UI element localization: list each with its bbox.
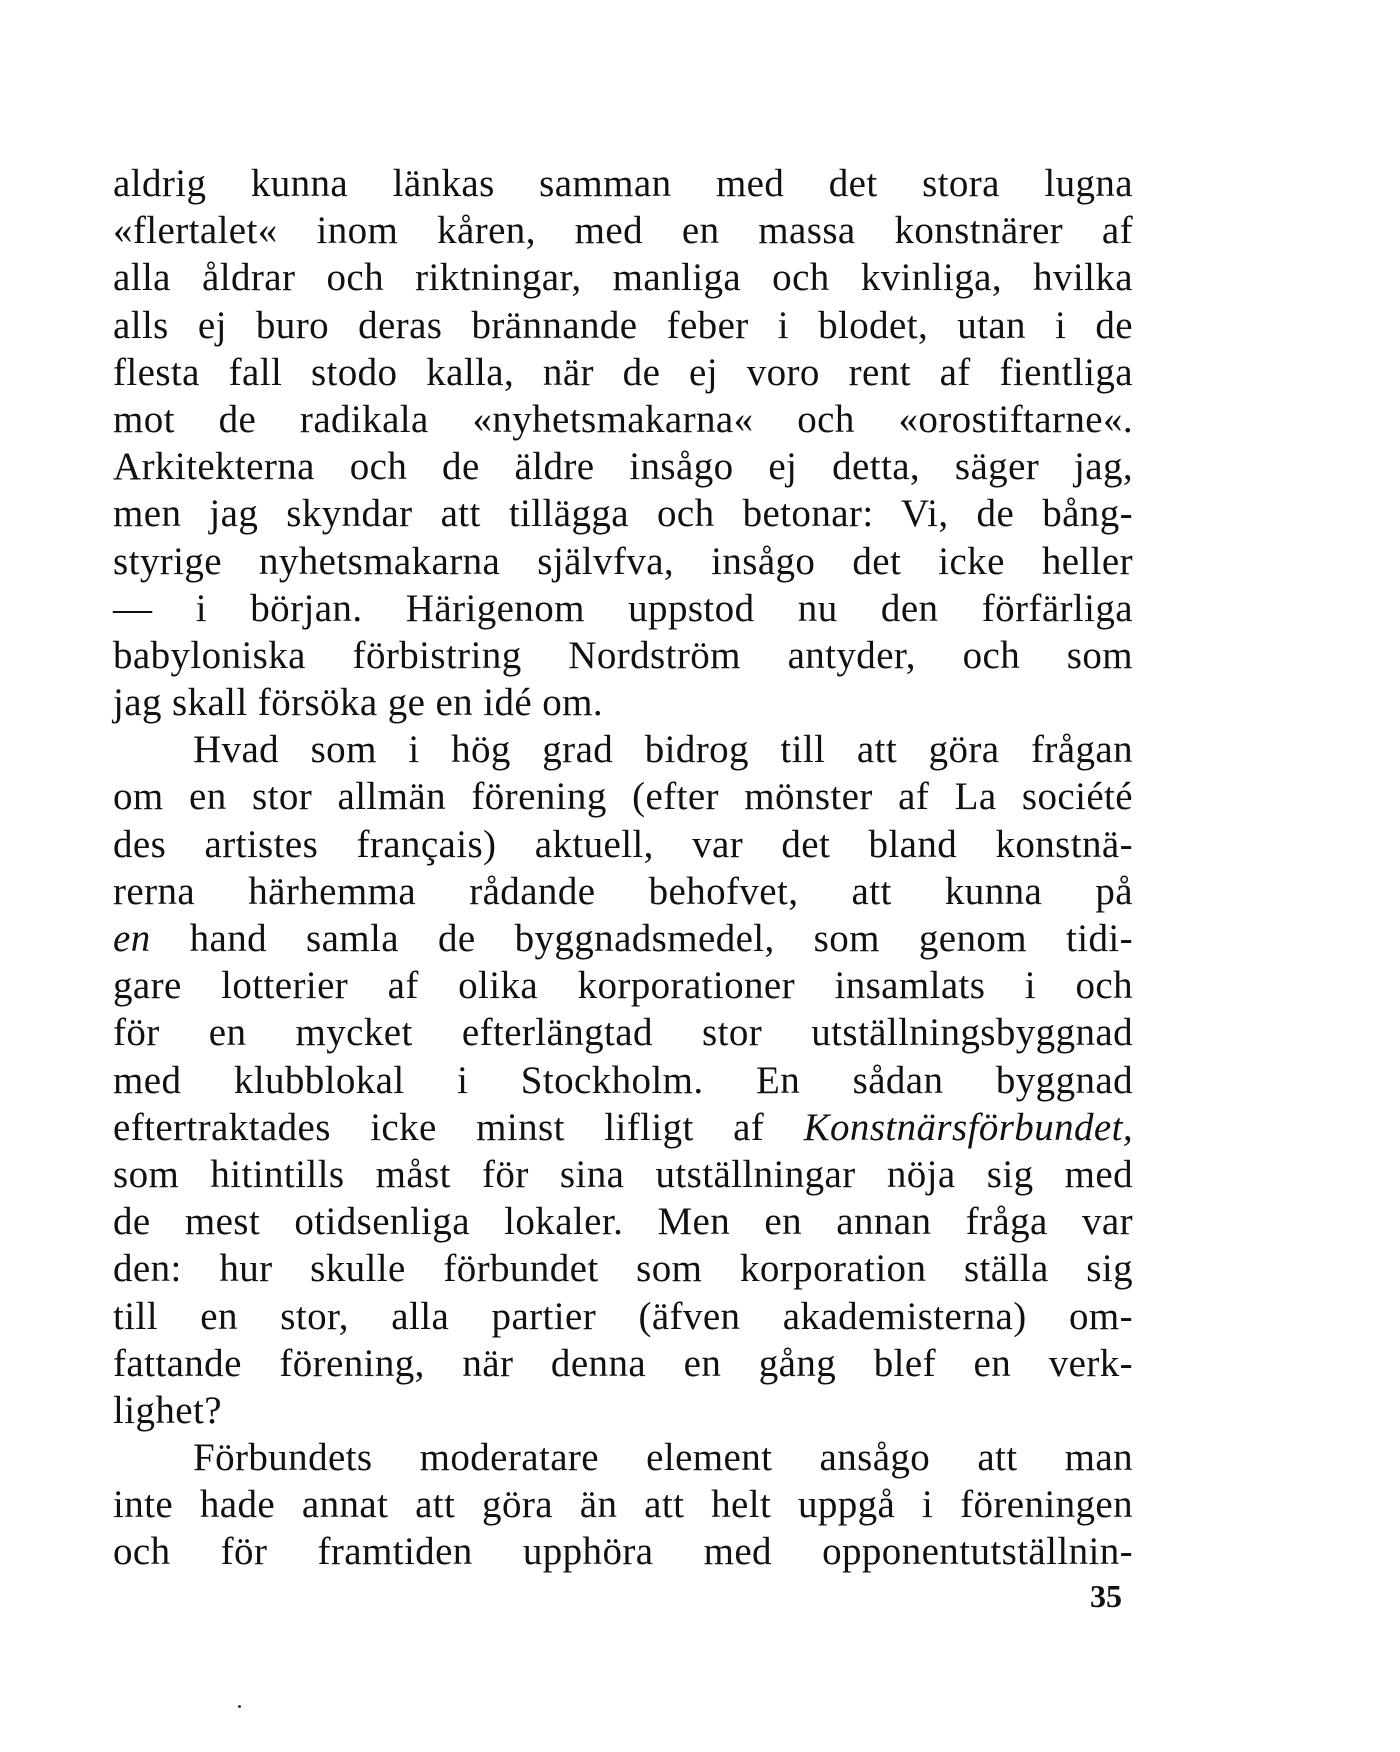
text-line: alls ej buro deras brännande feber i blodet, utan i de	[113, 303, 1133, 347]
text-line: des artistes français) aktuell, var det bland konstnä-	[113, 822, 1133, 866]
text-line: rerna härhemma rådande behofvet, att kunna på	[113, 869, 1133, 913]
text-line: fattande förening, när denna en gång blef en verk-	[113, 1341, 1133, 1385]
text-line: «flertalet« inom kåren, med en massa konstnärer af	[113, 209, 1133, 253]
text-line: aldrig kunna länkas samman med det stora lugna	[113, 162, 1133, 205]
text-line: den: hur skulle förbundet som korporation ställa sig	[113, 1247, 1133, 1291]
text-line-with-italic	[113, 915, 1133, 962]
text-line: om en stor allmän förening (efter mönster af La société	[113, 775, 1133, 819]
text-line: till en stor, alla partier (äfven akademisterna) om-	[113, 1294, 1133, 1338]
text-line: Hvad som i hög grad bidrog till att göra frågan	[193, 728, 1133, 772]
text-segment: eftertraktades icke minst lifligt af	[113, 1105, 765, 1149]
text-line: flesta fall stodo kalla, när de ej voro rent af fientliga	[113, 350, 1133, 394]
text-line: Förbundets moderatare element ansågo att man	[193, 1436, 1133, 1480]
text-segment: hand samla de byggnadsmedel, som genom tidi-	[189, 917, 1134, 960]
text-line: styrige nyhetsmakarna självfva, insågo det icke heller	[113, 539, 1133, 583]
text-line: mot de radikala «nyhetsmakarna« och «orostiftarne«.	[113, 397, 1133, 441]
text-line: Arkitekterna och de äldre insågo ej detta, säger jag,	[113, 445, 1133, 489]
text-line: med klubblokal i Stockholm. En sådan byggnad	[113, 1058, 1133, 1102]
text-line: babyloniska förbistring Nordström antyder, och som	[113, 633, 1133, 677]
print-speck	[238, 1705, 241, 1708]
text-line: — i början. Härigenom uppstod nu den förfärliga	[113, 586, 1133, 630]
text-line: alla åldrar och riktningar, manliga och kvinliga, hvilka	[113, 256, 1133, 300]
text-line: jag skall försöka ge en idé om.	[113, 681, 604, 725]
body-text	[113, 160, 1133, 1576]
text-line: men jag skyndar att tillägga och betonar: Vi, de bång-	[113, 492, 1133, 536]
text-line: gare lotterier af olika korporationer insamlats i och	[113, 964, 1133, 1008]
italic-word: en	[113, 917, 151, 960]
page-number: 35	[1090, 1578, 1122, 1614]
text-line: de mest otidsenliga lokaler. Men en annan fråga var	[113, 1200, 1133, 1244]
italic-word: Konstnärsförbundet,	[803, 1105, 1133, 1149]
text-line: lighet?	[113, 1388, 222, 1432]
text-line: inte hade annat att göra än att helt uppgå i föreningen	[113, 1483, 1133, 1527]
text-line: som hitintills måst för sina utställningar nöja sig med	[113, 1152, 1133, 1196]
text-line: och för framtiden upphöra med opponentutställnin-	[113, 1530, 1133, 1574]
text-line-with-italic	[113, 1104, 1133, 1151]
text-line: för en mycket efterlängtad stor utställningsbyggnad	[113, 1011, 1133, 1055]
